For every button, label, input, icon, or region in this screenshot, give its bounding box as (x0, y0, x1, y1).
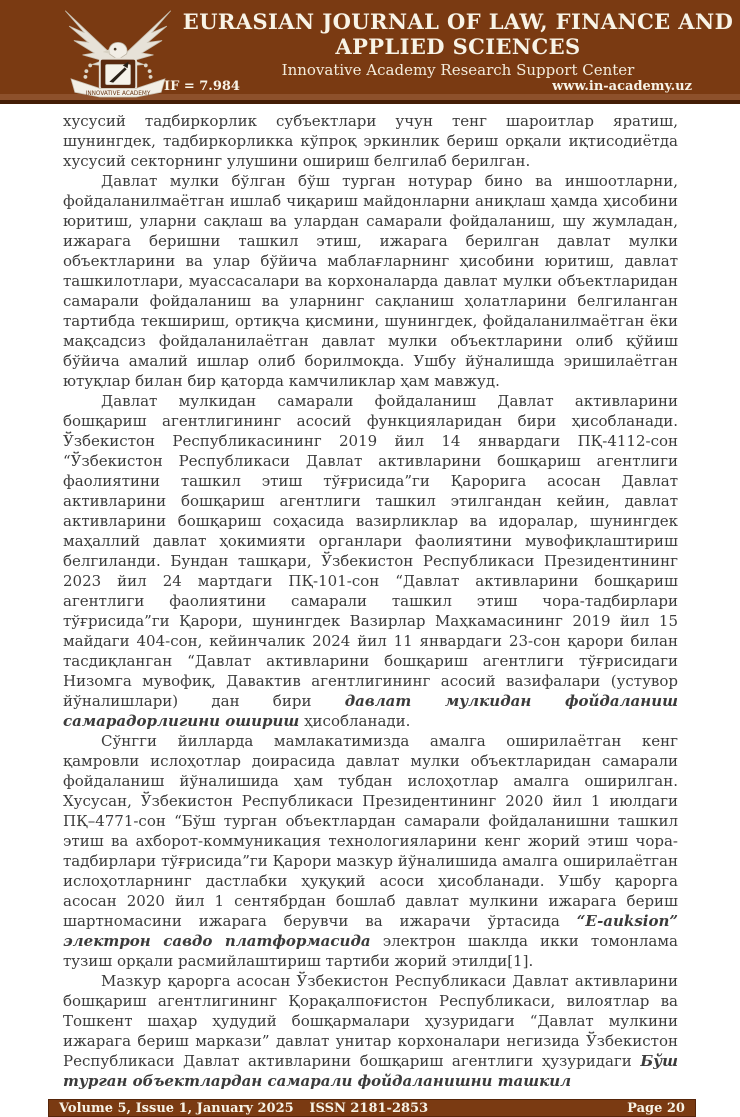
footer-bar (48, 1099, 696, 1117)
paragraph: Давлат мулки бўлган бўш турган нотурар бино ва иншоотларни, фойдаланилмаётган ишлаб чиқариш майдонларни аниқлаш ҳамда ҳисобини юритиш, уларни сақлаш ва улардан самарали фойдаланиш, шу жумладан, ижарага беришни ташкил этиш, ижарага берилган давлат мулки объектларини ва улар бўйича маблағларнинг ҳисобини юритиш, давлат ташкилотлари, муассасалари ва корхоналарда давлат мулки объектларидан самарали фойдаланиш ва уларнинг сақланиш ҳолатларини белгиланган тартибда текшириш, ортиқча қисмини, шунингдек, фойдаланилмаётган ёки мақсадсиз фойдаланилаётган давлат мулки объектларини олиб қўйиш бўйича амалий ишлар олиб борилмоқда. Ушбу йўналишда эришилаётган ютуқлар билан бир қаторда камчиликлар ҳам мавжуд. (63, 172, 678, 390)
paragraph: Сўнгги йилларда мамлакатимизда амалга оширилаётган кенг қамровли ислоҳотлар доирасида давлат мулки объектларидан самарали фойдаланиш йўналишида ҳам тубдан ислоҳотлар амалга оширилган. Хусусан, Ўзбекистон Республикаси Президентининг 2020 йил 1 июлдаги ПҚ–4771-сон “Бўш турган объектлардан самарали фойдаланишни ташкил этиш ва ахборот-коммуникация технологияларини кенг жорий этиш чора-тадбирлари тўғрисида”ги Қарори мазкур йўналишида амалга оширилаётган ислоҳотларнинг дастлабки ҳуқуқий асоси ҳисобланади. Ушбу қарорга асосан 2020 йил 1 сентябрдан бошлаб давлат мулкини ижарага бериш шартномасини ижарага берувчи ва ижарачи ўртасида “E-auksion” электрон савдо платформасида электрон шаклда икки томонлама тузиш орқали расмийлаштириш тартиби жорий этилди[1]. (63, 732, 678, 970)
footer-page-number: Page 20 (627, 1100, 685, 1116)
journal-title-line1: EURASIAN JOURNAL OF LAW, FINANCE AND (182, 9, 734, 34)
journal-logo (57, 6, 179, 98)
journal-masthead (176, 0, 740, 80)
footer-issn: ISSN 2181-2853 (309, 1100, 429, 1116)
footer-volume: Volume 5, Issue 1, January 2025 (59, 1100, 294, 1116)
paragraph: хусусий тадбиркорлик субъектлари учун тенг шароитлар яратиш, шунингдек, тадбиркорликка кўпроқ эркинлик бериш орқали иқтисодиётда хусусий секторнинг улушини ошириш белгилаб берилган. (63, 112, 678, 170)
journal-header (0, 0, 740, 104)
article-body (0, 104, 740, 1091)
journal-title-line2: APPLIED SCIENCES (335, 34, 581, 59)
journal-website-link[interactable]: www.in-academy.uz (552, 79, 692, 94)
logo-ribbon-text: INNOVATIVE ACADEMY (85, 91, 151, 98)
eagle-emblem-icon (57, 6, 179, 98)
journal-subtitle: Innovative Academy Research Support Center (281, 61, 635, 79)
paragraph: Давлат мулкидан самарали фойдаланиш Давлат активларини бошқариш агентлигининг асосий функцияларидан бири ҳисобланади. Ўзбекистон Республикасининг 2019 йил 14 январдаги ПҚ-4112-сон “Ўзбекистон Республикаси Давлат активларини бошқариш агентлиги фаолиятини ташкил этиш тўғрисида”ги Қарорига асосан Давлат активларини бошқариш агентлиги ташкил этилгандан кейин, давлат активларини бошқариш соҳасида вазирликлар ва идоралар, шунингдек маҳаллий давлат ҳокимияти органлари фаолиятини мувофиқлаштириш белгиланди. Бундан ташқари, Ўзбекистон Республикаси Президентининг 2023 йил 24 мартдаги ПҚ-101-сон “Давлат активларини бошқариш агентлиги фаолиятини самарали ташкил этиш чора-тадбирлари тўғрисида”ги Қарори, шунингдек Вазирлар Маҳкамасининг 2019 йил 15 майдаги 404-сон, кейинчалик 2024 йил 11 январдаги 23-сон қарори билан тасдиқланган “Давлат активларини бошқариш агентлиги тўғрисидаги Низомга мувофиқ, Давактив агентлигининг асосий вазифалари (устувор йўналишлари) дан бири давлат мулкидан фойдаланиш самарадорлигини ошириш ҳисобланади. (63, 392, 678, 730)
impact-factor-label: IF = 7.984 (164, 79, 240, 94)
page-footer (48, 1099, 696, 1117)
paragraph: Мазкур қарорга асосан Ўзбекистон Республикаси Давлат активларини бошқариш агентлигининг Қорақалпоғистон Республикаси, вилоятлар ва Тошкент шаҳар ҳудудий бошқармалари ҳузуридаги “Давлат мулкини ижарага бериш маркази” давлат унитар корхоналари негизида Ўзбекистон Республикаси Давлат активларини бошқариш агентлиги ҳузуридаги Бўш турган объектлардан самарали фойдаланишни ташкил (63, 972, 678, 1090)
